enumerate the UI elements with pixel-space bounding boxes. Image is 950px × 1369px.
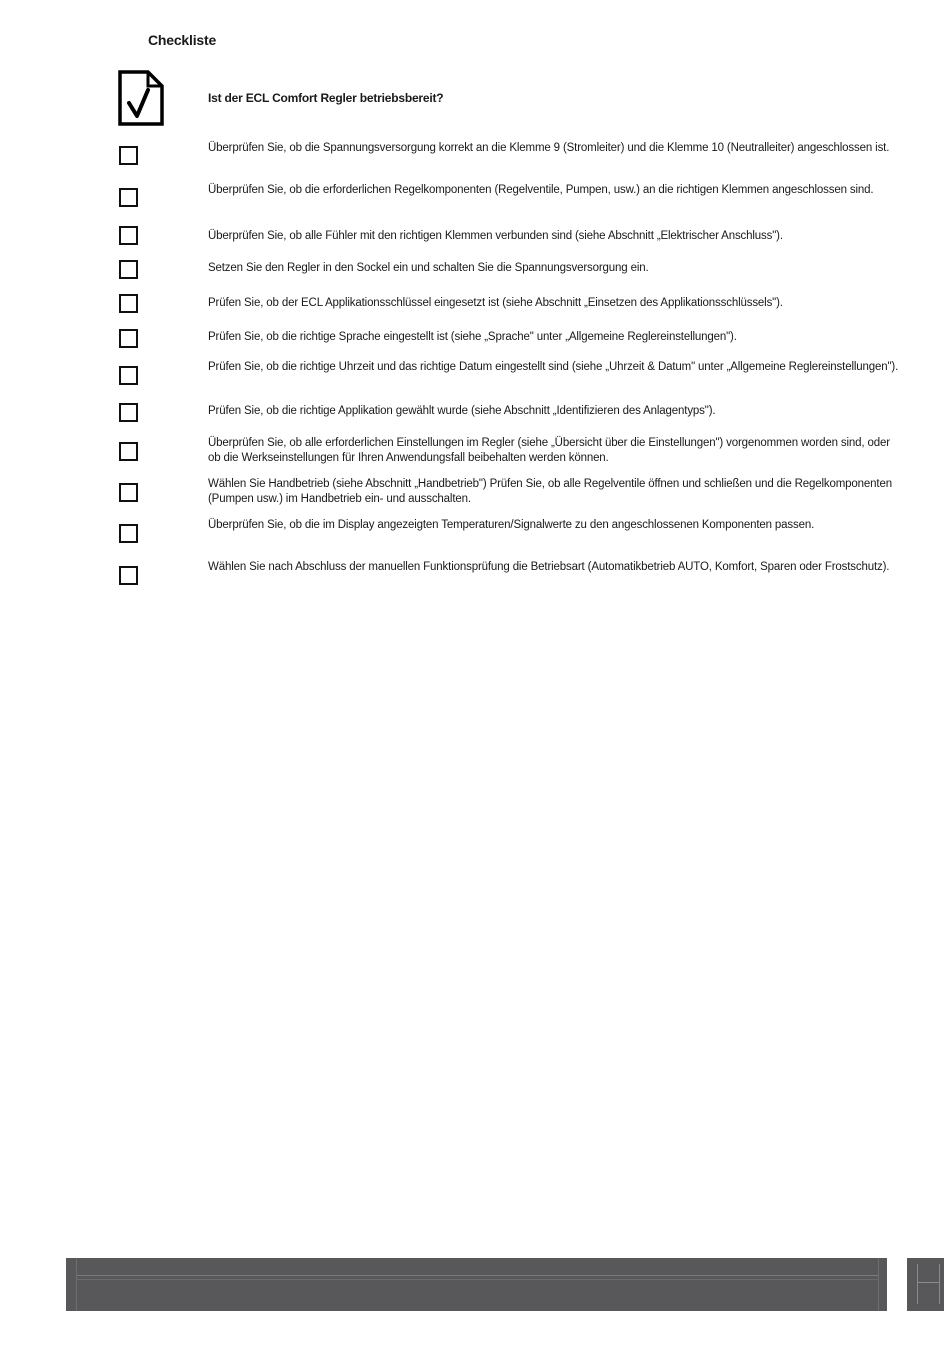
footer-rule [76,1279,879,1280]
checkbox[interactable] [119,146,138,165]
checklist-item-text: Prüfen Sie, ob der ECL Applikationsschlüssel eingesetzt ist (siehe Abschnitt „Einsetzen des Applikationsschlüssels"). [208,297,783,309]
checkbox[interactable] [119,260,138,279]
checkbox[interactable] [119,524,138,543]
checkbox[interactable] [119,226,138,245]
footer-rule [76,1275,879,1276]
page-tab-line [939,1264,940,1304]
checkbox[interactable] [119,366,138,385]
checklist-item-text: Überprüfen Sie, ob die erforderlichen Regelkomponenten (Regelventile, Pumpen, usw.) an die richtigen Klemmen angeschlossen sind. [208,184,874,196]
page-tab-line [917,1282,940,1283]
checkbox[interactable] [119,329,138,348]
checklist-item-text: Überprüfen Sie, ob die im Display angezeigten Temperaturen/Signalwerte zu den angeschlossenen Komponenten passen. [208,519,815,531]
checkbox[interactable] [119,403,138,422]
document-check-icon [118,70,164,126]
checkbox[interactable] [119,188,138,207]
checklist-item-text: Überprüfen Sie, ob alle erforderlichen Einstellungen im Regler (siehe „Übersicht über die Einstellungen") vorgenommen worden sind, oder ob die Werkseinstellungen für Ihren Anwendungsfall beibehalten werden können. [208,437,890,464]
checklist-item-text: Wählen Sie nach Abschluss der manuellen Funktionsprüfung die Betriebsart (Automatikbetrieb AUTO, Komfort, Sparen oder Frostschutz). [208,561,890,573]
checklist-question: Ist der ECL Comfort Regler betriebsbereit? [208,91,444,105]
checklist-item-text: Überprüfen Sie, ob die Spannungsversorgung korrekt an die Klemme 9 (Stromleiter) und die Klemme 10 (Neutralleiter) angeschlossen ist. [208,142,890,154]
checklist-item-text: Prüfen Sie, ob die richtige Applikation gewählt wurde (siehe Abschnitt „Identifizieren des Anlagentyps"). [208,405,716,417]
page-tab [907,1258,944,1311]
checkbox[interactable] [119,442,138,461]
checkbox[interactable] [119,294,138,313]
page-tab-line [917,1264,918,1304]
footer-bar [66,1258,887,1311]
checkbox[interactable] [119,483,138,502]
checkbox[interactable] [119,566,138,585]
checklist-item-text: Wählen Sie Handbetrieb (siehe Abschnitt „Handbetrieb") Prüfen Sie, ob alle Regelventile öffnen und schließen und die Regelkomponenten (Pumpen usw.) im Handbetrieb ein- und ausschalten. [208,478,892,505]
section-title: Checkliste [148,32,217,48]
checklist-item-text: Setzen Sie den Regler in den Sockel ein und schalten Sie die Spannungsversorgung ein. [208,262,649,274]
checklist-item-text: Überprüfen Sie, ob alle Fühler mit den richtigen Klemmen verbunden sind (siehe Abschnitt „Elektrischer Anschluss"). [208,230,783,242]
footer-divider [76,1258,77,1311]
checklist-item-text: Prüfen Sie, ob die richtige Uhrzeit und das richtige Datum eingestellt sind (siehe „Uhrzeit & Datum" unter „Allgemeine Reglereinstellungen"). [208,361,899,373]
footer-divider [878,1258,879,1311]
checklist-item-text: Prüfen Sie, ob die richtige Sprache eingestellt ist (siehe „Sprache" unter „Allgemeine Reglereinstellungen"). [208,331,737,343]
